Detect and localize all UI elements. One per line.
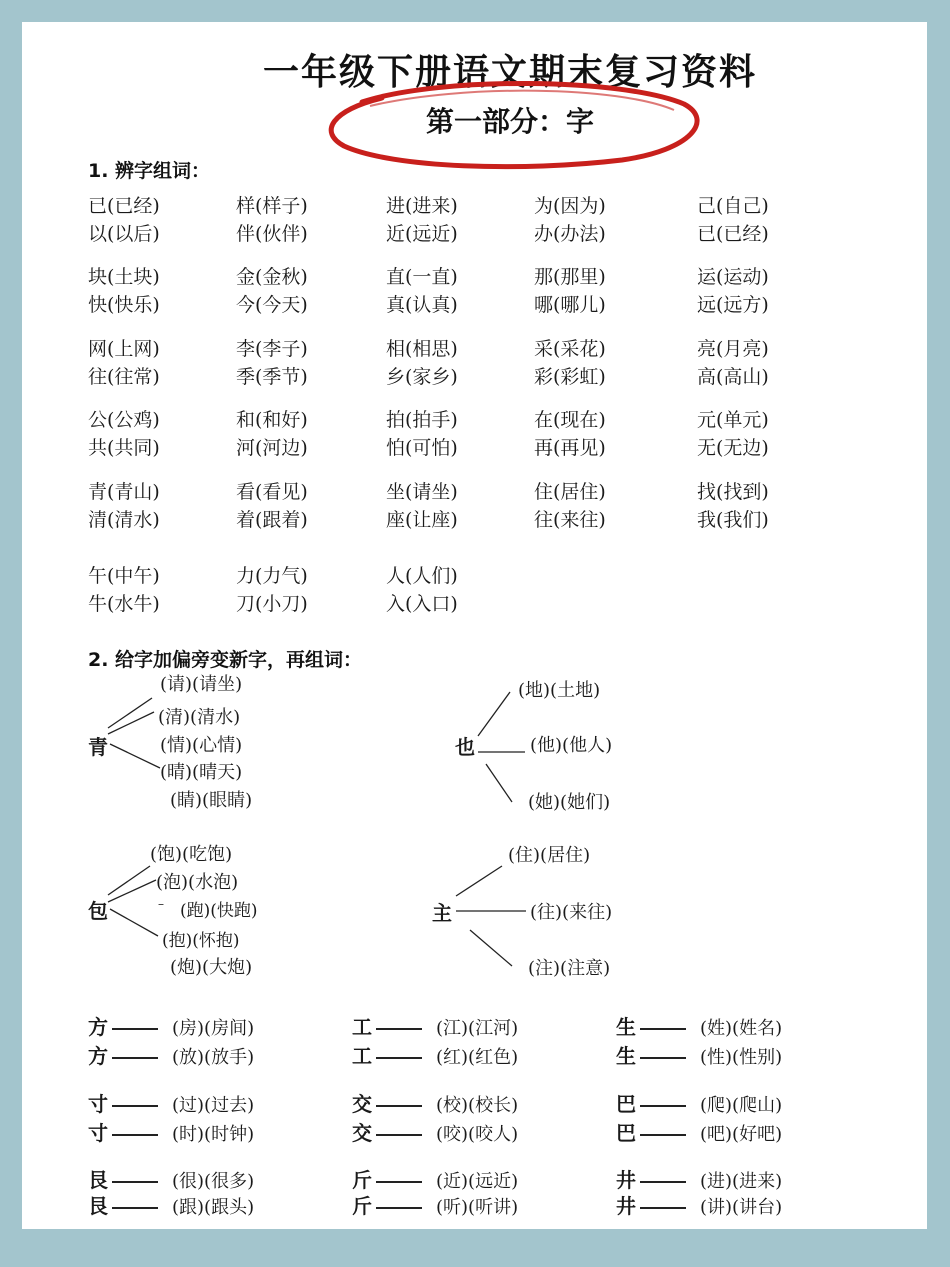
connector-dash — [640, 1207, 686, 1209]
radical-char: 工 — [352, 1015, 372, 1039]
word-entry: 已(已经) — [88, 195, 160, 217]
connector-dash — [640, 1057, 686, 1059]
new-char-words: (性)(性别) — [700, 1047, 783, 1068]
new-char-words: (听)(听讲) — [436, 1197, 519, 1218]
connector-dash — [112, 1207, 158, 1209]
word-entry: 无(无边) — [697, 437, 769, 459]
word-pair — [88, 406, 160, 462]
radical-char: 方 — [88, 1015, 108, 1039]
word-entry: 牛(水牛) — [88, 593, 160, 615]
word-pair — [697, 192, 769, 248]
tree-root-bao: 包 — [88, 899, 108, 923]
radical-pair-entry — [88, 1011, 254, 1040]
new-char-words: (近)(远近) — [436, 1171, 519, 1192]
word-entry: 金(金秋) — [236, 266, 308, 288]
radical-pair-entry — [616, 1190, 782, 1219]
connector-dash — [112, 1057, 158, 1059]
tree-branch: (炮)(大炮) — [170, 957, 253, 978]
word-entry: 午(中午) — [88, 565, 160, 587]
word-entry: 样(样子) — [236, 195, 308, 217]
word-entry: 快(快乐) — [88, 294, 160, 316]
word-pair — [386, 192, 458, 248]
radical-pair-entry — [88, 1117, 254, 1146]
radical-pair-entry — [352, 1088, 518, 1117]
word-entry: 再(再见) — [534, 437, 606, 459]
new-char-words: (放)(放手) — [172, 1047, 255, 1068]
connector-dash — [112, 1181, 158, 1183]
radical-pair-entry — [352, 1164, 518, 1193]
new-char-words: (江)(江河) — [436, 1018, 519, 1039]
word-entry: 今(今天) — [236, 294, 308, 316]
word-entry: 彩(彩虹) — [534, 366, 606, 388]
word-entry: 往(来往) — [534, 509, 606, 531]
word-entry: 季(季节) — [236, 366, 308, 388]
radical-char: 交 — [352, 1121, 372, 1145]
word-pair — [88, 263, 160, 319]
connector-dash — [640, 1028, 686, 1030]
word-entry: 以(以后) — [88, 223, 160, 245]
word-pair — [386, 562, 458, 618]
connector-dash — [376, 1105, 422, 1107]
word-entry: 李(李子) — [236, 338, 308, 360]
word-entry: 元(单元) — [697, 409, 769, 431]
word-entry: 人(人们) — [386, 565, 458, 587]
radical-pair-entry — [616, 1011, 782, 1040]
word-entry: 坐(请坐) — [386, 481, 458, 503]
word-entry: 采(采花) — [534, 338, 606, 360]
word-entry: 我(我们) — [697, 509, 769, 531]
page-title: 一年级下册语文期末复习资料 — [262, 52, 757, 93]
tree-branch: (请)(请坐) — [160, 674, 243, 695]
word-pair — [697, 263, 769, 319]
new-char-words: (咬)(咬人) — [436, 1124, 519, 1145]
tree-branch: (跑)(快跑) — [180, 901, 258, 921]
word-entry: 网(上网) — [88, 338, 160, 360]
new-char-words: (姓)(姓名) — [700, 1018, 783, 1039]
word-entry: 为(因为) — [534, 195, 606, 217]
tree-branch: (往)(来往) — [530, 902, 613, 923]
word-entry: 哪(哪儿) — [534, 294, 606, 316]
word-entry: 进(进来) — [386, 195, 458, 217]
connector-dash — [112, 1134, 158, 1136]
tree-root-qing: 青 — [88, 735, 108, 759]
tree-root-zhu: 主 — [432, 901, 452, 925]
word-pair — [236, 192, 308, 248]
word-entry: 办(办法) — [534, 223, 606, 245]
new-char-words: (进)(进来) — [700, 1171, 783, 1192]
new-char-words: (过)(过去) — [172, 1095, 255, 1116]
word-entry: 块(土块) — [88, 266, 160, 288]
word-pair — [386, 406, 458, 462]
word-pair — [236, 406, 308, 462]
radical-char: 井 — [616, 1168, 636, 1192]
new-char-words: (很)(很多) — [172, 1171, 255, 1192]
word-entry: 清(清水) — [88, 509, 160, 531]
word-entry: 往(往常) — [88, 366, 160, 388]
tree-branch: (清)(清水) — [158, 707, 241, 728]
new-char-words: (房)(房间) — [172, 1018, 255, 1039]
word-entry: 己(自己) — [697, 195, 769, 217]
connector-dash — [376, 1134, 422, 1136]
dash-mark: – — [158, 897, 164, 911]
new-char-words: (跟)(跟头) — [172, 1197, 255, 1218]
word-entry: 直(一直) — [386, 266, 458, 288]
radical-pair-entry — [88, 1190, 254, 1219]
word-entry: 真(认真) — [386, 294, 458, 316]
tree-branch: (晴)(晴天) — [160, 762, 243, 783]
radical-pair-entry — [616, 1088, 782, 1117]
radical-pair-entry — [88, 1088, 254, 1117]
word-pair — [534, 406, 606, 462]
tree-branch: (睛)(眼睛) — [170, 790, 253, 811]
radical-char: 巴 — [616, 1092, 636, 1116]
tree-branch: (他)(他人) — [530, 735, 613, 756]
radical-pair-entry — [616, 1040, 782, 1069]
section1-heading: 1. 辨字组词： — [88, 160, 211, 182]
word-entry: 座(让座) — [386, 509, 458, 531]
new-char-words: (爬)(爬山) — [700, 1095, 783, 1116]
word-pair — [88, 478, 160, 534]
tree-branch: (地)(土地) — [518, 680, 601, 701]
radical-char: 斤 — [352, 1168, 372, 1192]
word-entry: 住(居住) — [534, 481, 606, 503]
section2-heading: 2. 给字加偏旁变新字，再组词： — [88, 649, 363, 671]
word-pair — [386, 478, 458, 534]
new-char-words: (红)(红色) — [436, 1047, 519, 1068]
radical-pair-entry — [616, 1117, 782, 1146]
word-pair — [697, 406, 769, 462]
word-entry: 已(已经) — [697, 223, 769, 245]
radical-pair-entry — [352, 1117, 518, 1146]
word-entry: 近(远近) — [386, 223, 458, 245]
new-char-words: (讲)(讲台) — [700, 1197, 783, 1218]
connector-dash — [112, 1105, 158, 1107]
radical-pair-entry — [88, 1164, 254, 1193]
tree-branch: (注)(注意) — [528, 958, 611, 979]
word-pair — [88, 562, 160, 618]
word-pair — [236, 478, 308, 534]
radical-char: 斤 — [352, 1194, 372, 1218]
radical-char: 寸 — [88, 1121, 108, 1145]
radical-char: 艮 — [88, 1194, 108, 1218]
word-entry: 高(高山) — [697, 366, 769, 388]
word-entry: 力(力气) — [236, 565, 308, 587]
tree-branch: (抱)(怀抱) — [162, 931, 240, 951]
word-entry: 乡(家乡) — [386, 366, 458, 388]
word-entry: 入(入口) — [386, 593, 458, 615]
tree-branch: (她)(她们) — [528, 792, 611, 813]
connector-dash — [376, 1057, 422, 1059]
word-pair — [236, 335, 308, 391]
word-pair — [697, 335, 769, 391]
word-pair — [88, 192, 160, 248]
word-entry: 和(和好) — [236, 409, 308, 431]
radical-char: 生 — [616, 1015, 636, 1039]
tree-branch: (住)(居住) — [508, 845, 591, 866]
word-pair — [236, 562, 308, 618]
connector-dash — [640, 1105, 686, 1107]
word-entry: 那(那里) — [534, 266, 606, 288]
word-entry: 着(跟着) — [236, 509, 308, 531]
connector-dash — [376, 1028, 422, 1030]
tree-branch: (泡)(水泡) — [156, 872, 239, 893]
word-entry: 运(运动) — [697, 266, 769, 288]
word-entry: 怕(可怕) — [386, 437, 458, 459]
tree-root-ye: 也 — [455, 735, 475, 759]
word-entry: 河(河边) — [236, 437, 308, 459]
connector-dash — [376, 1207, 422, 1209]
radical-char: 巴 — [616, 1121, 636, 1145]
word-pair — [236, 263, 308, 319]
word-entry: 在(现在) — [534, 409, 606, 431]
word-entry: 拍(拍手) — [386, 409, 458, 431]
word-entry: 青(青山) — [88, 481, 160, 503]
word-pair — [534, 335, 606, 391]
radical-pair-entry — [352, 1011, 518, 1040]
word-entry: 伴(伙伴) — [236, 223, 308, 245]
word-entry: 共(共同) — [88, 437, 160, 459]
radical-char: 生 — [616, 1044, 636, 1068]
connector-dash — [112, 1028, 158, 1030]
tree-branch: (饱)(吃饱) — [150, 844, 233, 865]
word-pair — [697, 478, 769, 534]
word-pair — [386, 335, 458, 391]
word-entry: 亮(月亮) — [697, 338, 769, 360]
radical-char: 方 — [88, 1044, 108, 1068]
connector-dash — [640, 1134, 686, 1136]
radical-char: 交 — [352, 1092, 372, 1116]
word-entry: 公(公鸡) — [88, 409, 160, 431]
new-char-words: (时)(时钟) — [172, 1124, 255, 1145]
word-entry: 找(找到) — [697, 481, 769, 503]
new-char-words: (校)(校长) — [436, 1095, 519, 1116]
tree-branch: (情)(心情) — [160, 735, 243, 756]
radical-pair-entry — [88, 1040, 254, 1069]
word-pair — [386, 263, 458, 319]
radical-char: 井 — [616, 1194, 636, 1218]
word-entry: 相(相思) — [386, 338, 458, 360]
word-pair — [88, 335, 160, 391]
word-pair — [534, 263, 606, 319]
word-pair — [534, 478, 606, 534]
radical-pair-entry — [616, 1164, 782, 1193]
section-subtitle: 第一部分：字 — [425, 105, 594, 138]
connector-dash — [640, 1181, 686, 1183]
word-entry: 刀(小刀) — [236, 593, 308, 615]
radical-pair-entry — [352, 1190, 518, 1219]
word-entry: 看(看见) — [236, 481, 308, 503]
radical-char: 艮 — [88, 1168, 108, 1192]
radical-char: 寸 — [88, 1092, 108, 1116]
new-char-words: (吧)(好吧) — [700, 1124, 783, 1145]
radical-pair-entry — [352, 1040, 518, 1069]
radical-char: 工 — [352, 1044, 372, 1068]
connector-dash — [376, 1181, 422, 1183]
word-entry: 远(远方) — [697, 294, 769, 316]
word-pair — [534, 192, 606, 248]
